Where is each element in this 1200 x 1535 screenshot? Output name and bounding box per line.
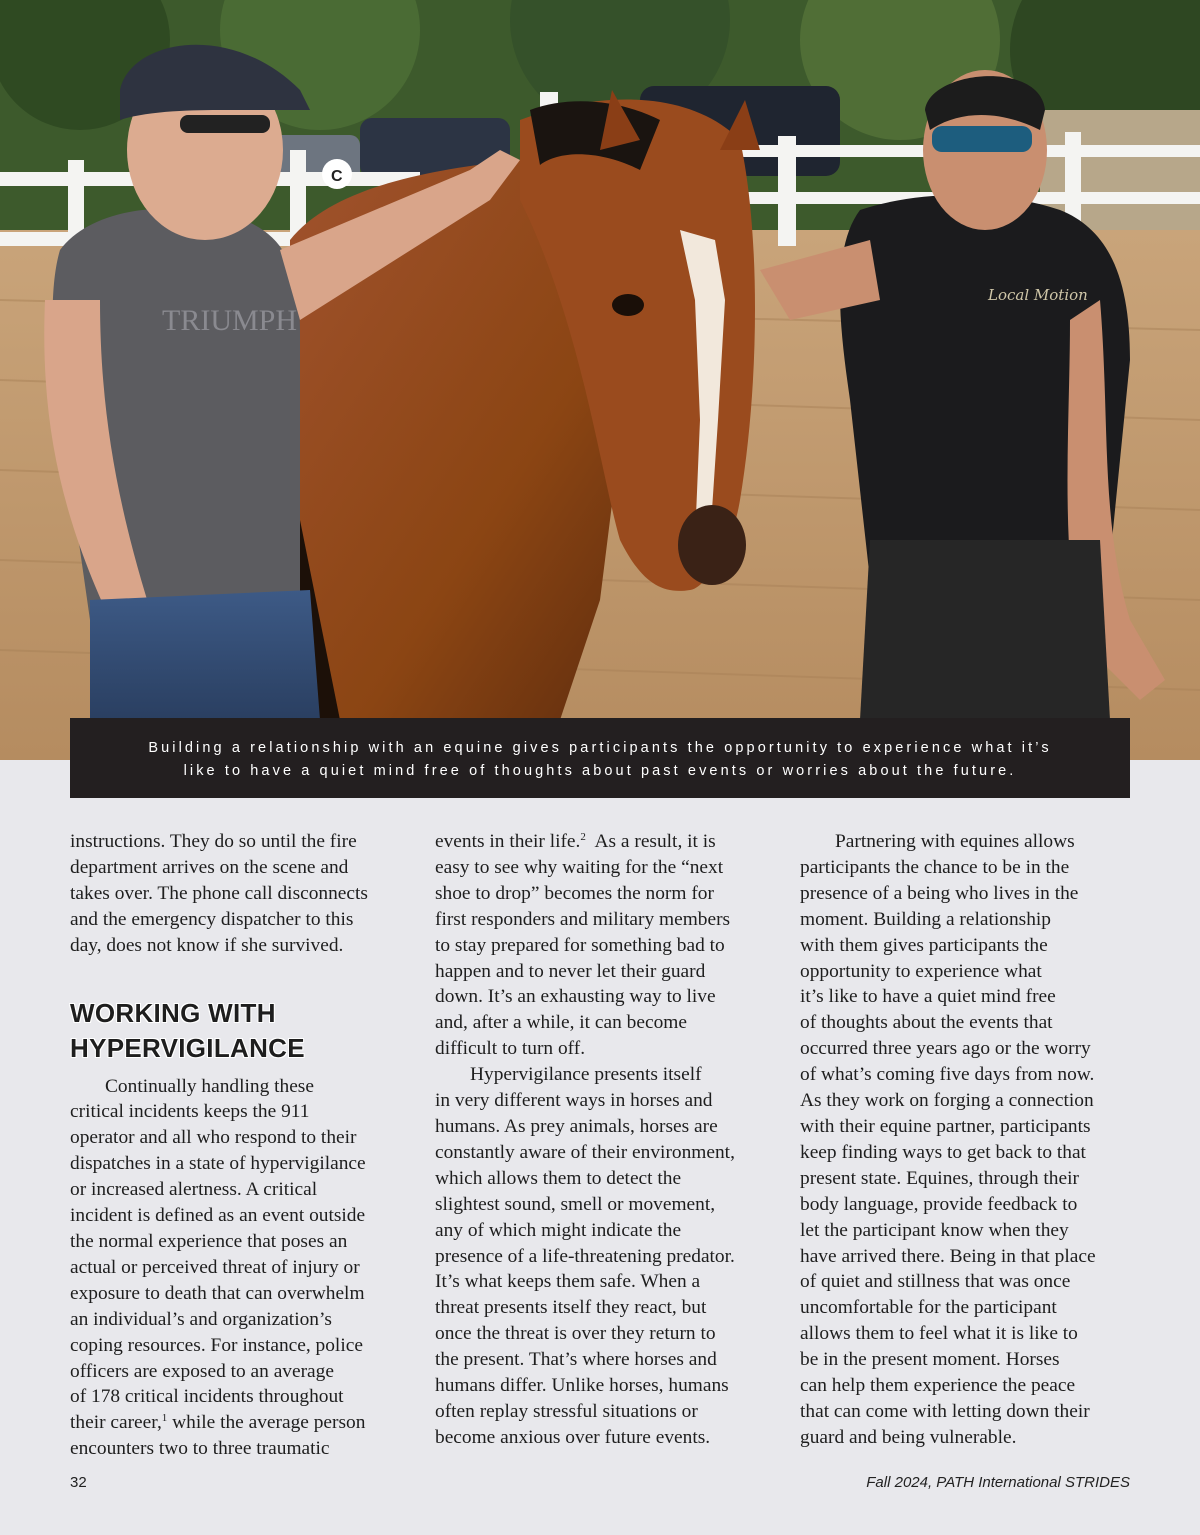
body-line: presence of a life-threatening predator. <box>435 1245 735 1267</box>
body-line: takes over. The phone call disconnects <box>70 882 368 904</box>
body-line: or increased alertness. A critical <box>70 1179 318 1201</box>
heading-line-1: WORKING WITH <box>70 997 276 1028</box>
text-column-2 <box>435 829 771 1451</box>
body-line: an individual’s and organization’s <box>70 1308 332 1330</box>
body-line: slightest sound, smell or movement, <box>435 1193 716 1215</box>
heading-line-2: HYPERVIGILANCE <box>70 1032 305 1063</box>
body-line: with their equine partner, participants <box>800 1115 1091 1137</box>
body-line: shoe to drop” becomes the norm for <box>435 882 714 904</box>
body-line: day, does not know if she survived. <box>70 934 344 956</box>
body-line: easy to see why waiting for the “next <box>435 856 724 878</box>
body-line: moment. Building a relationship <box>800 908 1051 930</box>
body-line: any of which might indicate the <box>435 1219 682 1241</box>
body-line: humans. As prey animals, horses are <box>435 1115 718 1137</box>
footnote-ref-2[interactable]: 2 <box>580 831 586 843</box>
photo-caption <box>70 718 1130 798</box>
body-line: of quiet and stillness that was once <box>800 1271 1071 1293</box>
jeans <box>90 590 320 720</box>
text-column-3 <box>800 829 1136 1451</box>
body-line: humans differ. Unlike horses, humans <box>435 1375 729 1397</box>
body-line: once the threat is over they return to <box>435 1323 716 1345</box>
page-number: 32 <box>70 1474 87 1491</box>
body-line: operator and all who respond to their <box>70 1127 357 1149</box>
body-line: in very different ways in horses and <box>435 1090 713 1112</box>
hero-photo <box>0 0 1200 760</box>
sunglasses-right <box>932 126 1032 152</box>
photo-illustration <box>0 0 1200 760</box>
body-line: to stay prepared for something bad to <box>435 934 725 956</box>
body-line: the present. That’s where horses and <box>435 1349 717 1371</box>
horse-muzzle <box>678 505 746 585</box>
body-line: difficult to turn off. <box>435 1038 586 1060</box>
body-line: become anxious over future events. <box>435 1426 711 1448</box>
body-line: which allows them to detect the <box>435 1167 682 1189</box>
body-line: be in the present moment. Horses <box>800 1349 1060 1371</box>
body-line: constantly aware of their environment, <box>435 1141 735 1163</box>
caption-line-2: like to have a quiet mind free of thoughts about past events or worries about the future. <box>183 763 1017 779</box>
body-line: occurred three years ago or the worry <box>800 1038 1091 1060</box>
body-line: happen and to never let their guard <box>435 960 706 982</box>
body-line: It’s what keeps them safe. When a <box>435 1271 701 1293</box>
body-line: instructions. They do so until the fire <box>70 831 357 852</box>
body-line: first responders and military members <box>435 908 731 930</box>
body-line: of what’s coming five days from now. <box>800 1064 1095 1086</box>
body-line: opportunity to experience what <box>800 960 1042 982</box>
body-line: threat presents itself they react, but <box>435 1297 707 1319</box>
body-line-with-footnote <box>435 829 771 855</box>
body-line: Hypervigilance presents itself <box>470 1064 702 1086</box>
caption-line-1: Building a relationship with an equine gives participants the opportunity to experience what it’s <box>148 740 1052 756</box>
body-line: of 178 critical incidents throughout <box>70 1386 344 1408</box>
body-line: Partnering with equines allows <box>835 831 1075 852</box>
sunglasses-left <box>180 115 270 133</box>
body-text: events in their life. <box>435 831 581 852</box>
body-line: actual or perceived threat of injury or <box>70 1256 360 1278</box>
body-text: As a result, it is <box>585 831 716 852</box>
body-line: guard and being vulnerable. <box>800 1426 1017 1448</box>
shirt-print-left: TRIUMPH <box>162 304 298 337</box>
body-line: incident is defined as an event outside <box>70 1205 366 1227</box>
section-heading <box>70 996 406 1066</box>
body-line: participants the chance to be in the <box>800 856 1070 878</box>
shirt-print-right: Local Motion <box>988 286 1088 304</box>
body-line: coping resources. For instance, police <box>70 1334 363 1356</box>
body-line: with them gives participants the <box>800 934 1048 956</box>
body-text: while the average person <box>167 1412 366 1434</box>
body-line: and the emergency dispatcher to this <box>70 908 354 930</box>
body-line: keep finding ways to get back to that <box>800 1141 1086 1163</box>
body-line: body language, provide feedback to <box>800 1193 1078 1215</box>
body-line: officers are exposed to an average <box>70 1360 334 1382</box>
body-line: it’s like to have a quiet mind free <box>800 986 1056 1008</box>
body-line: Continually handling these <box>105 1075 314 1097</box>
body-line: encounters two to three traumatic <box>70 1438 330 1460</box>
body-line: and, after a while, it can become <box>435 1012 687 1034</box>
body-line: allows them to feel what it is like to <box>800 1323 1078 1345</box>
body-text: their career, <box>70 1412 162 1434</box>
body-line: uncomfortable for the participant <box>800 1297 1057 1319</box>
text-column-1 <box>70 829 406 1462</box>
footnote-ref-1[interactable]: 1 <box>161 1412 168 1425</box>
body-line: critical incidents keeps the 911 <box>70 1101 310 1123</box>
body-line: let the participant know when they <box>800 1219 1069 1241</box>
body-line: present state. Equines, through their <box>800 1167 1079 1189</box>
body-line: exposure to death that can overwhelm <box>70 1282 365 1304</box>
fence-sign-letter: C <box>331 168 343 185</box>
body-line: that can come with letting down their <box>800 1400 1090 1422</box>
body-line: often replay stressful situations or <box>435 1400 698 1422</box>
body-line: of thoughts about the events that <box>800 1012 1053 1034</box>
publication-footer: Fall 2024, PATH International STRIDES <box>866 1474 1130 1491</box>
dark-pants <box>860 540 1110 720</box>
body-line: presence of a being who lives in the <box>800 882 1079 904</box>
body-line: dispatches in a state of hypervigilance <box>70 1153 366 1175</box>
body-line: department arrives on the scene and <box>70 856 349 878</box>
horse-eye <box>612 294 644 316</box>
body-line: As they work on forging a connection <box>800 1090 1094 1112</box>
body-line-with-footnote <box>70 1410 406 1436</box>
body-line: down. It’s an exhausting way to live <box>435 986 716 1008</box>
body-line: the normal experience that poses an <box>70 1230 348 1252</box>
body-line: have arrived there. Being in that place <box>800 1245 1096 1267</box>
body-line: can help them experience the peace <box>800 1375 1076 1397</box>
